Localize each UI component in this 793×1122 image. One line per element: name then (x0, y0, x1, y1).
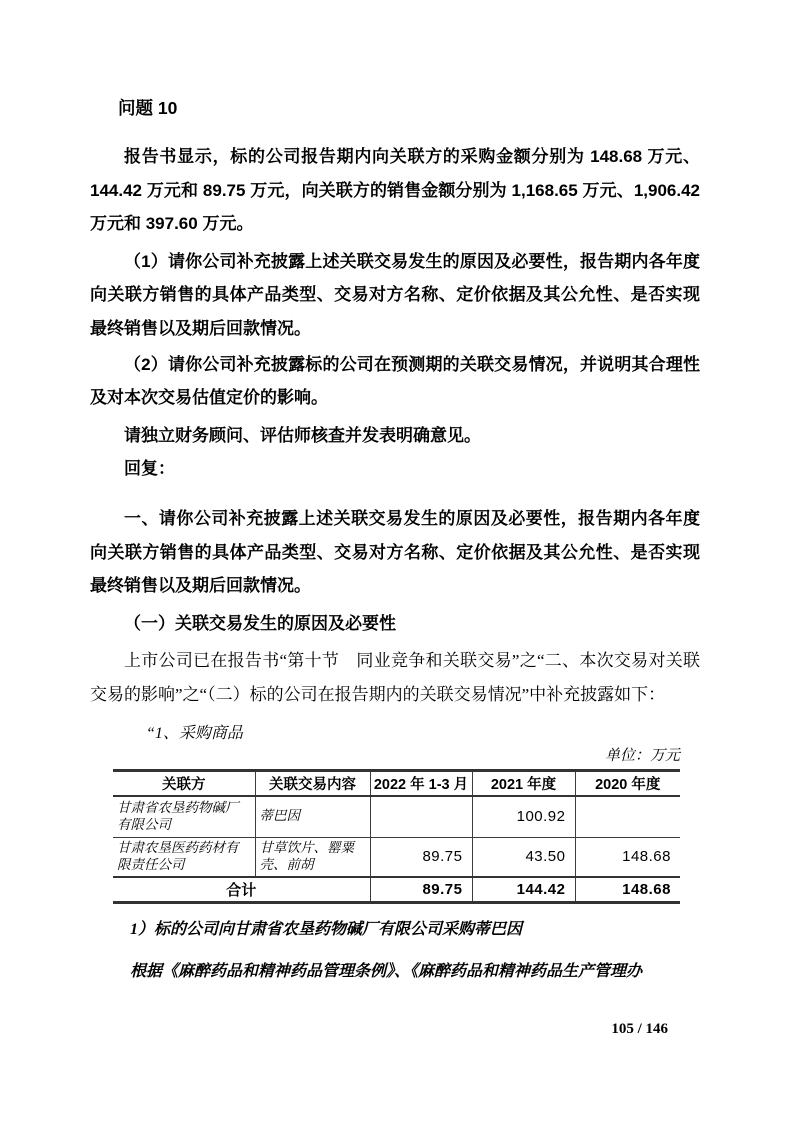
paragraph-disclosure-note: 上市公司已在报告书“第十节 同业竞争和关联交易”之“二、本次交易对关联交易的影响”之“（二）标的公司在报告期内的关联交易情况”中补充披露如下： (90, 651, 700, 704)
question-title (90, 96, 700, 120)
paragraph-report-summary: 报告书显示，标的公司报告期内向关联方的采购金额分别为 148.68 万元、144.42 万元和 89.75 万元，向关联方的销售金额分别为 1,168.65 万元、1,906.42 万元和 397.60 万元。 (90, 147, 700, 234)
cell-2022q1-value (370, 796, 472, 838)
cell-2021-value: 100.92 (472, 796, 575, 838)
cell-total-2022q1: 89.75 (370, 877, 472, 903)
column-header-2020: 2020 年度 (575, 770, 680, 796)
reply-label: 回复： (124, 459, 175, 479)
cell-2020-value: 148.68 (575, 837, 680, 877)
cell-party-name: 甘肃农垦医药药材有限责任公司 (113, 837, 255, 877)
paragraph-question-1: （1）请你公司补充披露上述关联交易发生的原因及必要性，报告期内各年度向关联方销售的具体产品类型、交易对方名称、定价依据及其公允性、是否实现最终销售以及期后回款情况。 (90, 251, 700, 338)
cell-party-name: 甘肃省农垦药物碱厂有限公司 (113, 796, 255, 838)
cell-2020-value (575, 796, 680, 838)
column-header-2022q1: 2022 年 1-3 月 (370, 770, 472, 796)
paragraph-section-one-title: 一、请你公司补充披露上述关联交易发生的原因及必要性，报告期内各年度向关联方销售的具体产品类型、交易对方名称、定价依据及其公允性、是否实现最终销售以及期后回款情况。 (90, 508, 700, 596)
cell-transaction-content: 甘草饮片、罂粟壳、前胡 (255, 837, 370, 877)
cell-2021-value: 43.50 (472, 837, 575, 877)
cell-2022q1-value: 89.75 (370, 837, 472, 877)
paragraph-item1-title: 1）标的公司向甘肃省农垦药物碱厂有限公司采购蒂巴因 (130, 920, 523, 938)
column-header-transaction-content: 关联交易内容 (255, 770, 370, 796)
table-row (113, 796, 680, 838)
cell-total-2020: 148.68 (575, 877, 680, 903)
page-number: 105 / 146 (611, 1021, 668, 1037)
paragraph-quote-item: “1、采购商品 (146, 724, 243, 742)
table-row (113, 837, 680, 877)
paragraph-item1-body: 根据《麻醉药品和精神药品管理条例》、《麻醉药品和精神药品生产管理办 (130, 962, 643, 980)
table-total-row (113, 877, 680, 903)
table-header-row (113, 770, 680, 796)
question-title-text: 问题 10 (118, 98, 178, 118)
column-header-2021: 2021 年度 (472, 770, 575, 796)
related-party-purchase-table (113, 769, 680, 904)
cell-total-2021: 144.42 (472, 877, 575, 903)
column-header-related-party: 关联方 (113, 770, 255, 796)
cell-transaction-content: 蒂巴因 (255, 796, 370, 838)
cell-total-label: 合计 (113, 877, 370, 903)
paragraph-verify-request: 请独立财务顾问、评估师核查并发表明确意见。 (124, 425, 481, 445)
paragraph-question-2: （2）请你公司补充披露标的公司在预测期的关联交易情况，并说明其合理性及对本次交易估值定价的影响。 (90, 354, 700, 408)
table-unit-label: 单位：万元 (604, 747, 680, 764)
paragraph-subsection-title: （一）关联交易发生的原因及必要性 (124, 613, 396, 633)
